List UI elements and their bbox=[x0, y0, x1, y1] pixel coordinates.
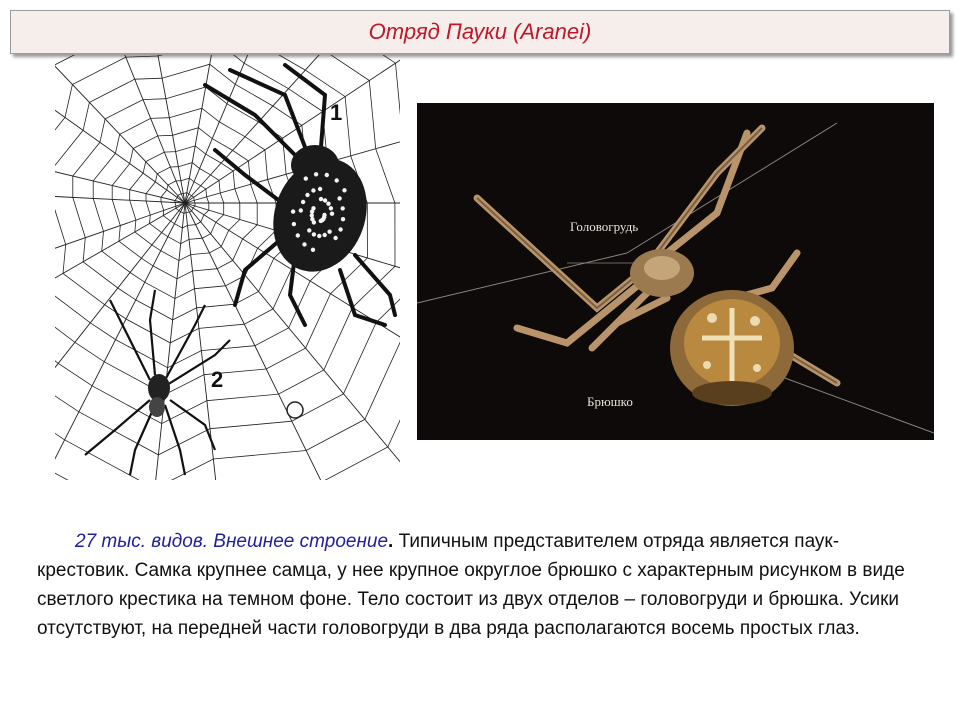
spider-web-illustration bbox=[55, 55, 400, 480]
spider-photo bbox=[417, 103, 934, 440]
label-cephalothorax: Головогрудь bbox=[570, 219, 639, 234]
slide-title: Отряд Пауки (Aranei) bbox=[368, 19, 592, 44]
web-drawing bbox=[55, 55, 400, 480]
title-banner bbox=[10, 10, 950, 54]
label-abdomen: Брюшко bbox=[587, 394, 633, 409]
figure-label-1: 1 bbox=[330, 100, 343, 125]
description-body: Типичным представителем отряда является паук-крестовик. Самка крупнее самца, у нее крупное округлое брюшко с характерным рисунком в виде светлого крестика на темном фоне. Тело состоит из двух отделов – головогруди и брюшка. Усики отсутствуют, на передней части головогруди в два ряда располагаются восемь простых глаз. bbox=[37, 531, 905, 639]
description-paragraph bbox=[37, 527, 917, 643]
figure-label-2: 2 bbox=[211, 367, 224, 392]
description-lead-dot: . bbox=[388, 531, 394, 552]
spider-photo-drawing bbox=[417, 103, 934, 440]
spider-female-drawing bbox=[205, 65, 395, 325]
description-lead: 27 тыс. видов. Внешнее строение bbox=[75, 531, 389, 552]
spider-male-drawing bbox=[85, 290, 230, 475]
